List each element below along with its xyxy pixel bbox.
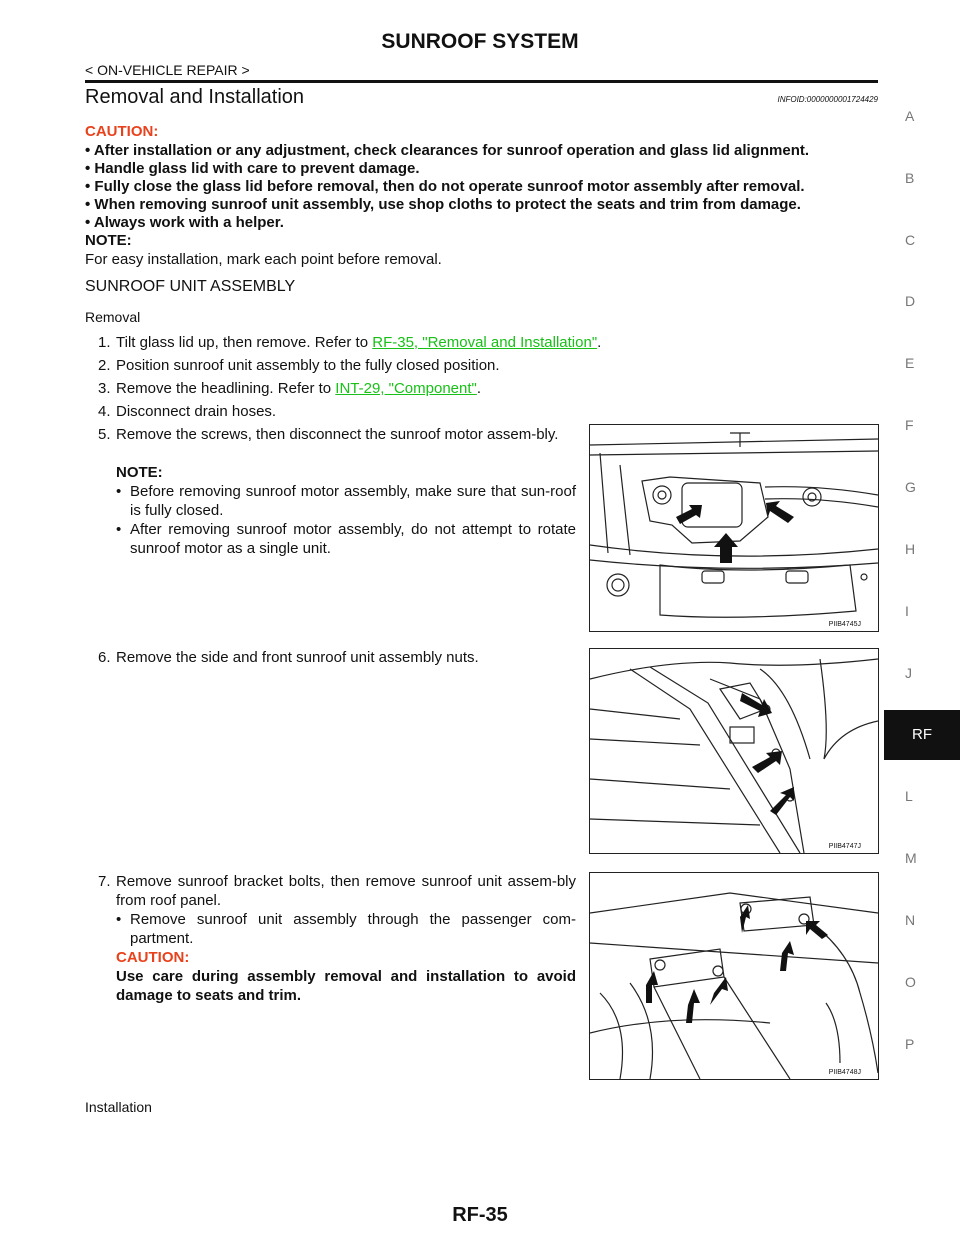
step-3 — [98, 379, 481, 398]
side-tab-o[interactable]: O — [905, 974, 916, 990]
note-label: NOTE: — [85, 232, 132, 249]
side-tab-rf-active[interactable]: RF — [884, 710, 960, 760]
figure-side-nuts — [589, 648, 879, 854]
bullet-text: Remove sunroof unit assembly through the passenger com-partment. — [130, 911, 576, 947]
page-header-title: SUNROOF SYSTEM — [381, 30, 579, 53]
side-tab-b[interactable]: B — [905, 170, 915, 186]
bullet-text: Before removing sunroof motor assembly, make sure that sun-roof is fully closed. — [130, 483, 576, 519]
link-int-29[interactable]: INT-29, "Component" — [335, 380, 477, 397]
step-5-bullet: • Before removing sunroof motor assembly, make sure that sun-roof is fully closed. — [116, 483, 576, 519]
caution-item: • Handle glass lid with care to prevent damage. — [85, 160, 420, 177]
step-number: 1. — [98, 334, 111, 351]
header-rule — [85, 80, 878, 83]
step-7-text: Remove sunroof bracket bolts, then remove sunroof unit assem-bly from roof panel. — [116, 873, 576, 909]
page-number: RF-35 — [452, 1204, 508, 1226]
info-id: INFOID:0000000001724429 — [777, 95, 878, 104]
step-7-number: 7. — [98, 873, 111, 890]
bullet-text: After removing sunroof motor assembly, do not attempt to rotate sunroof motor as a single unit. — [130, 521, 576, 557]
step-text-end: . — [597, 334, 602, 351]
link-rf-35[interactable]: RF-35, "Removal and Installation" — [372, 334, 598, 351]
caution-item: • Always work with a helper. — [85, 214, 284, 231]
step-number: 6. — [98, 649, 111, 666]
side-tab-f[interactable]: F — [905, 417, 914, 433]
caution-item-text: Always work with a helper. — [93, 214, 284, 231]
note-text: For easy installation, mark each point before removal. — [85, 251, 442, 268]
step-text: Tilt glass lid up, then remove. Refer to — [116, 334, 373, 351]
side-tab-j[interactable]: J — [905, 665, 912, 681]
step-number: 2. — [98, 357, 111, 374]
bracket-bolts-illustration — [590, 873, 878, 1079]
caution-item-text: After installation or any adjustment, check clearances for sunroof operation and glass lid alignment. — [93, 142, 810, 159]
side-tab-e[interactable]: E — [905, 355, 915, 371]
caution-item-text: Fully close the glass lid before removal, then do not operate sunroof motor assembly after removal. — [94, 178, 805, 195]
figure-motor-assembly — [589, 424, 879, 632]
step-5-bullet: • After removing sunroof motor assembly, do not attempt to rotate sunroof motor as a single unit. — [116, 521, 576, 557]
caution-item: • Fully close the glass lid before removal, then do not operate sunroof motor assembly after removal. — [85, 178, 805, 195]
step-text-end: . — [476, 380, 482, 397]
side-tab-n[interactable]: N — [905, 912, 916, 928]
figure-label: PIIB4745J — [828, 621, 861, 628]
step-number: 4. — [98, 403, 111, 420]
step-4 — [98, 402, 276, 421]
step-text: Remove the side and front sunroof unit assembly nuts. — [116, 649, 479, 666]
motor-assembly-illustration — [590, 425, 878, 631]
step-7-bullet: • Remove sunroof unit assembly through the passenger com-partment. — [116, 911, 576, 947]
subsection-title: SUNROOF UNIT ASSEMBLY — [85, 278, 296, 295]
side-tab-c[interactable]: C — [905, 232, 916, 248]
side-tab-i[interactable]: I — [905, 603, 909, 619]
side-tab-m[interactable]: M — [905, 850, 917, 866]
page-header-subtitle: < ON-VEHICLE REPAIR > — [85, 62, 250, 78]
section-title: Removal and Installation — [85, 86, 305, 108]
side-nuts-illustration — [590, 649, 878, 853]
caution-label: CAUTION: — [85, 123, 159, 140]
side-tab-g[interactable]: G — [905, 479, 916, 495]
step-7-caution-label: CAUTION: — [116, 949, 190, 966]
removal-heading: Removal — [85, 309, 141, 325]
figure-label: PIIB4747J — [828, 843, 861, 850]
side-tab-l[interactable]: L — [905, 788, 913, 804]
step-5-note-label: NOTE: — [116, 464, 163, 481]
step-7-caution-text: Use care during assembly removal and installation to avoid damage to seats and trim. — [116, 968, 576, 1004]
side-tab-d[interactable]: D — [905, 293, 916, 309]
figure-bracket-bolts — [589, 872, 879, 1080]
caution-item-text: Handle glass lid with care to prevent damage. — [94, 160, 420, 177]
caution-item: • After installation or any adjustment, check clearances for sunroof operation and glass lid alignment. — [85, 142, 810, 159]
step-text: Position sunroof unit assembly to the fully closed position. — [116, 357, 500, 374]
caution-item: • When removing sunroof unit assembly, use shop cloths to protect the seats and trim from damage. — [85, 196, 801, 213]
step-5-text: Remove the screws, then disconnect the sunroof motor assem-bly. — [116, 426, 559, 443]
step-5-number: 5. — [98, 426, 111, 443]
caution-item-text: When removing sunroof unit assembly, use shop cloths to protect the seats and trim from damage. — [94, 196, 801, 213]
side-tab-p[interactable]: P — [905, 1036, 915, 1052]
step-text: Remove the headlining. Refer to — [116, 380, 336, 397]
side-tab-h[interactable]: H — [905, 541, 916, 557]
step-text: Disconnect drain hoses. — [116, 403, 277, 420]
step-2 — [98, 356, 500, 375]
installation-heading: Installation — [85, 1099, 152, 1115]
step-6 — [98, 648, 479, 667]
step-number: 3. — [98, 380, 111, 397]
side-tab-a[interactable]: A — [905, 108, 915, 124]
step-1 — [98, 333, 601, 352]
figure-label: PIIB4748J — [828, 1069, 861, 1076]
